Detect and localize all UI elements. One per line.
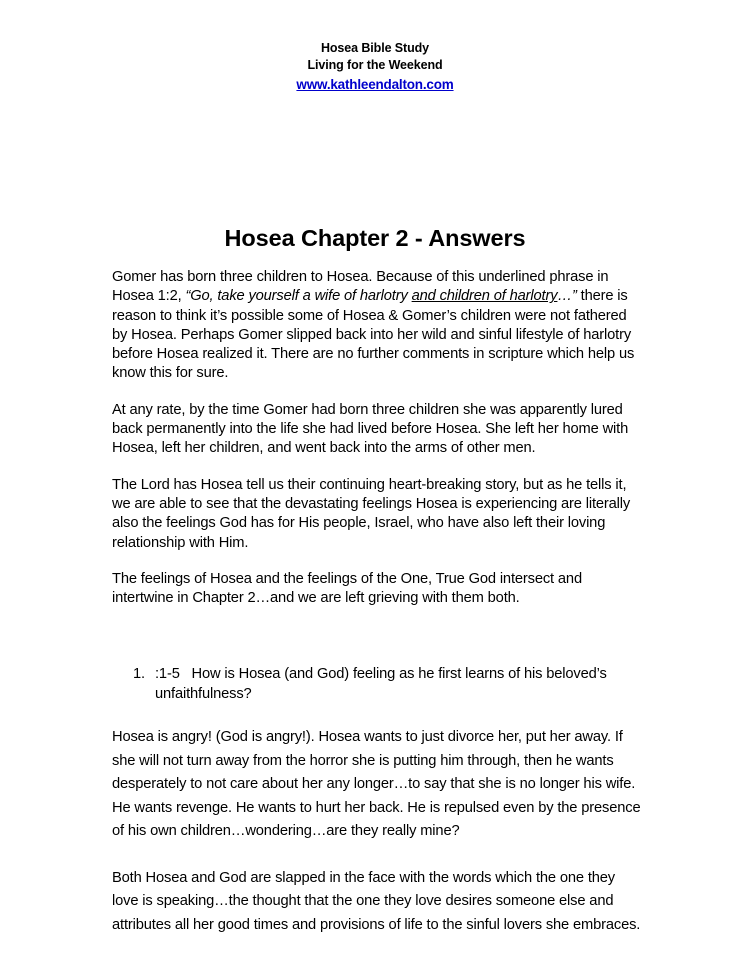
paragraph-gomer-left: At any rate, by the time Gomer had born three children she was apparently lured back permanently into the life she had lived before Hosea. She left her home with Hosea, left her children, and went back into the arms of other men. (112, 401, 629, 457)
scripture-quote-close: …” (557, 288, 577, 305)
question-verse-reference: :1-5 (155, 666, 180, 683)
header-line-study-title: Hosea Bible Study (320, 41, 430, 55)
question-item-1 (112, 665, 642, 704)
header-line-subtitle: Living for the Weekend (307, 58, 443, 72)
question-list (112, 665, 642, 704)
question-number: 1. (133, 666, 145, 683)
paragraph-intro-part1: Gomer has born three children to Hosea. Because of this underlined phrase in Hosea 1:2, (112, 269, 609, 305)
scripture-quote-underlined: and children of harlotry (411, 288, 558, 305)
spacer-before-question (112, 625, 642, 665)
header-website-link[interactable]: www.kathleendalton.com (296, 77, 454, 92)
scripture-quote-open: “Go, take yourself a wife of harlotry (185, 288, 412, 305)
paragraph-feelings-intersect: The feelings of Hosea and the feelings of the One, True God intersect and intertwine in Chapter 2…and we are left grieving with them both. (112, 570, 582, 607)
page-title: Hosea Chapter 2 - Answers (224, 224, 526, 251)
document-body (112, 268, 642, 960)
question-text: How is Hosea (and God) feeling as he first learns of his beloved’s unfaithfulness? (155, 666, 607, 702)
paragraph-lord-story: The Lord has Hosea tell us their continuing heart-breaking story, but as he tells it, we are able to see that the devastating feelings Hosea is experiencing are literally also the feelings God has for His people, Israel, who have also left their loving relationship with Him. (112, 476, 631, 551)
answer-paragraph-slapped: Both Hosea and God are slapped in the face with the words which the one they love is speaking…the thought that the one they love desires someone else and attributes all her good times and provisions of life to the sinful lovers she embraces. (112, 869, 641, 933)
document-header (0, 40, 750, 93)
spacer-after-question (112, 704, 642, 726)
answer-paragraph-anger: Hosea is angry! (God is angry!). Hosea wants to just divorce her, put her away. If she will not turn away from the horror she is putting him through, then he wants desperately to not care about her any longer…to say that she is no longer his wife. He wants revenge. He wants to hurt her back. He is repulsed even by the presence of his own children…wondering…are they really mine? (112, 729, 641, 840)
paragraph-intro-part2: there is reason to think it’s possible some of Hosea & Gomer’s children were not fathered by Hosea. Perhaps Gomer slipped back into her wild and sinful lifestyle of harlotry before Hosea realized it. There are no further comments in scripture which help us know this for sure. (112, 288, 635, 382)
paragraph-intro (112, 268, 642, 384)
